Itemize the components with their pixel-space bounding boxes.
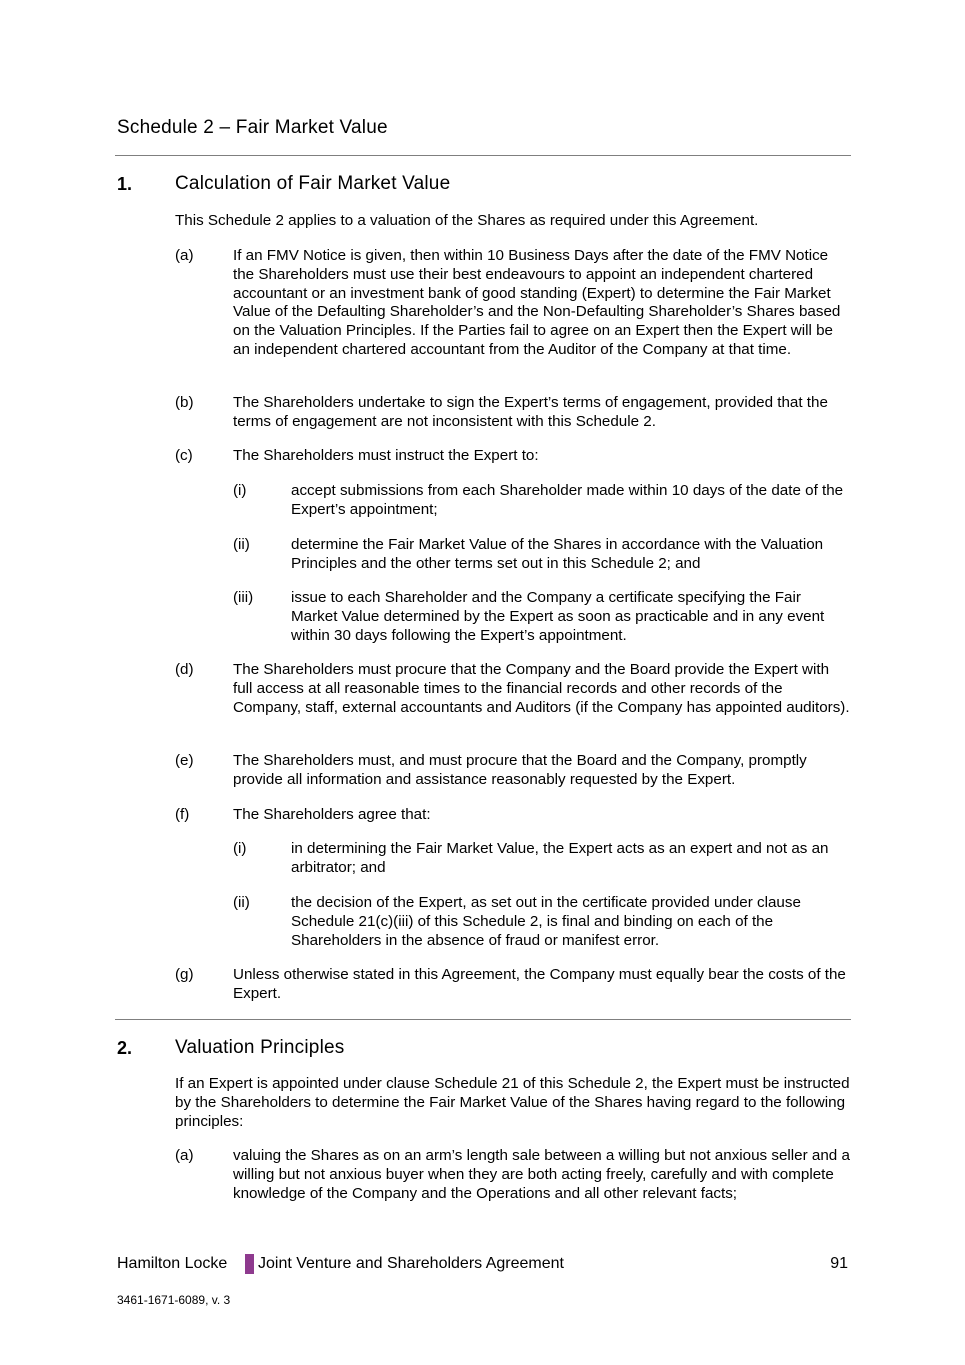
section-number: 2.: [117, 1038, 133, 1058]
clause-label: (b): [175, 394, 194, 411]
section-title: Valuation Principles: [175, 1037, 345, 1058]
subclause-label: (ii): [233, 536, 250, 553]
footer-accent-bar: [245, 1254, 254, 1274]
subclause-text: accept submissions from each Shareholder made within 10 days of the date of the Expert’s appointment;: [291, 482, 844, 518]
clause-text: valuing the Shares as on an arm’s length sale between a willing but not anxious seller and a willing but not anxious buyer when they are both acting freely, carefully and with complete knowledge of the Company and the Operations and all other relevant facts;: [233, 1147, 850, 1202]
section-intro: If an Expert is appointed under clause Schedule 21 of this Schedule 2, the Expert must be instructed by the Shareholders to determine the Fair Market Value of the Shares having regard to the following principles:: [175, 1075, 850, 1130]
subclause-text: issue to each Shareholder and the Company a certificate specifying the Fair Market Value determined by the Expert as soon as practicable and in any event within 30 days following the Expert’s appointment.: [291, 589, 825, 644]
schedule-title: Schedule 2 – Fair Market Value: [117, 117, 388, 138]
clause-label: (c): [175, 447, 193, 464]
clause-label: (a): [175, 1147, 194, 1164]
document-reference: 3461-1671-6089, v. 3: [117, 1293, 231, 1307]
subclause-label: (ii): [233, 894, 250, 911]
section-number: 1.: [117, 174, 133, 194]
clause-text: The Shareholders undertake to sign the Expert’s terms of engagement, provided that the terms of engagement are not inconsistent with this Schedule 2.: [233, 394, 828, 430]
clause-text: If an FMV Notice is given, then within 10 Business Days after the date of the FMV Notice the Shareholders must use their best endeavours to appoint an independent chartered accountant or an investment bank of good standing (Expert) to determine the Fair Market Value of the Defaulting Shareholder’s and the Non-Defaulting Shareholder’s Shares based on the Valuation Principles. If the Parties fail to agree on an Expert then the Expert will be an independent chartered accountant from the Auditor of the Company at that time.: [233, 247, 841, 358]
clause-text: Unless otherwise stated in this Agreement, the Company must equally bear the costs of the Expert.: [233, 966, 846, 1002]
section-intro: This Schedule 2 applies to a valuation of the Shares as required under this Agreement.: [175, 212, 759, 229]
subclause-text: in determining the Fair Market Value, the Expert acts as an expert and not as an arbitrator; and: [291, 840, 829, 876]
section-title: Calculation of Fair Market Value: [175, 173, 451, 194]
subclause-label: (i): [233, 482, 247, 499]
header-divider: [115, 155, 851, 156]
clause-text: The Shareholders must, and must procure that the Board and the Company, promptly provide all information and assistance reasonably requested by the Expert.: [233, 752, 807, 788]
subclause-label: (iii): [233, 589, 254, 606]
clause-label: (a): [175, 247, 194, 264]
subclause-label: (i): [233, 840, 247, 857]
clause-text: The Shareholders agree that:: [233, 806, 431, 823]
clause-label: (f): [175, 806, 190, 823]
clause-text: The Shareholders must instruct the Expert to:: [233, 447, 539, 464]
subclause-text: the decision of the Expert, as set out in the certificate provided under clause Schedule 21(c)(iii) of this Schedule 2, is final and binding on each of the Shareholders in the absence of fraud or manifest error.: [291, 894, 801, 949]
clause-text: The Shareholders must procure that the Company and the Board provide the Expert with full access at all reasonable times to the financial records and other records of the Company, staff, external accountants and Auditors (if the Company has appointed auditors).: [233, 661, 850, 716]
page-number: 91: [830, 1255, 848, 1272]
footer-firm-name: Hamilton Locke: [117, 1255, 228, 1272]
clause-label: (d): [175, 661, 194, 678]
subclause-text: determine the Fair Market Value of the Shares in accordance with the Valuation Principles and the other terms set out in this Schedule 2; and: [291, 536, 824, 572]
clause-label: (g): [175, 966, 194, 983]
footer-agreement-title: Joint Venture and Shareholders Agreement: [258, 1255, 564, 1272]
section-divider: [115, 1019, 851, 1020]
clause-label: (e): [175, 752, 194, 769]
